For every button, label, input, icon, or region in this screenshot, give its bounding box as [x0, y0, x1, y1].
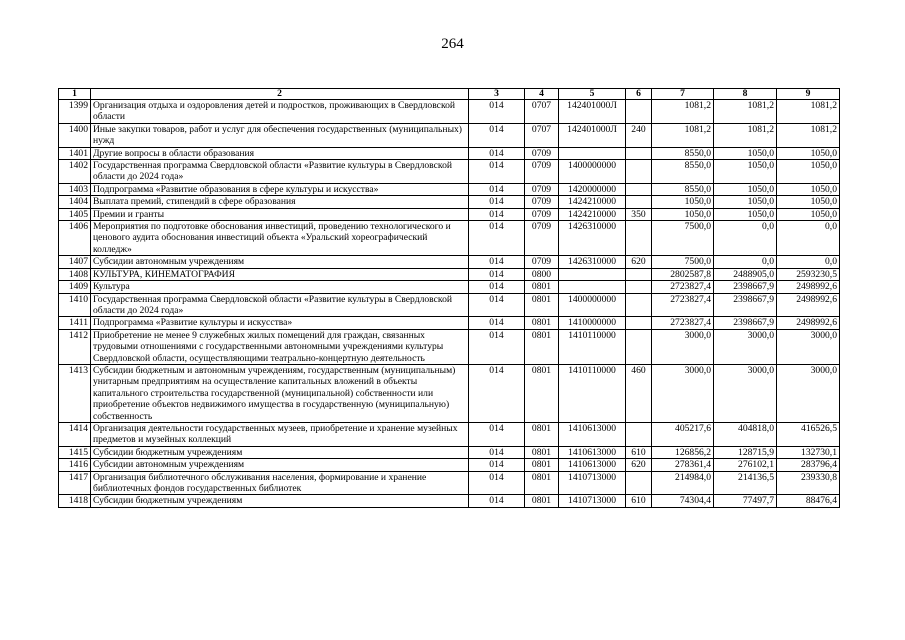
row-number-cell: 1418 [59, 495, 91, 507]
row-name-cell: Организация библиотечного обслуживания населения, формирование и хранение библиотечных фондов государственных библиотек [91, 471, 469, 495]
target-article-cell: 1410000000 [559, 317, 626, 329]
expense-type-cell [626, 317, 652, 329]
amount-cell-col8: 1081,2 [714, 123, 777, 147]
amount-cell-col8: 77497,7 [714, 495, 777, 507]
amount-cell-col8: 1050,0 [714, 208, 777, 220]
expense-type-cell [626, 329, 652, 364]
amount-cell-col9: 2498992,6 [777, 281, 840, 293]
row-number-cell: 1406 [59, 221, 91, 256]
admin-code-cell: 014 [469, 100, 525, 124]
row-name-cell: Другие вопросы в области образования [91, 147, 469, 159]
expense-type-cell: 620 [626, 256, 652, 268]
amount-cell-col7: 8550,0 [652, 147, 714, 159]
target-article-cell: 1420000000 [559, 183, 626, 195]
row-name-cell: Государственная программа Свердловской области «Развитие культуры в Свердловской области до 2024 года» [91, 293, 469, 317]
admin-code-cell: 014 [469, 183, 525, 195]
admin-code-cell: 014 [469, 221, 525, 256]
amount-cell-col9: 416526,5 [777, 422, 840, 446]
row-name-cell: Субсидии автономным учреждениям [91, 256, 469, 268]
target-article-cell: 142401000Л [559, 100, 626, 124]
column-header: 5 [559, 89, 626, 100]
row-number-cell: 1413 [59, 364, 91, 422]
amount-cell-col8: 2398667,9 [714, 317, 777, 329]
table-row [59, 293, 840, 317]
section-code-cell: 0801 [525, 293, 559, 317]
row-name-cell: Субсидии бюджетным учреждениям [91, 495, 469, 507]
row-name-cell: Культура [91, 281, 469, 293]
amount-cell-col9: 1050,0 [777, 208, 840, 220]
amount-cell-col9: 3000,0 [777, 364, 840, 422]
admin-code-cell: 014 [469, 147, 525, 159]
row-number-cell: 1412 [59, 329, 91, 364]
amount-cell-col8: 2488905,0 [714, 268, 777, 280]
table-row [59, 196, 840, 208]
expense-type-cell: 620 [626, 459, 652, 471]
row-name-cell: Подпрограмма «Развитие образования в сфере культуры и искусства» [91, 183, 469, 195]
amount-cell-col9: 283796,4 [777, 459, 840, 471]
row-name-cell: Государственная программа Свердловской области «Развитие культуры в Свердловской области до 2024 года» [91, 160, 469, 184]
target-article-cell [559, 268, 626, 280]
row-name-cell: Субсидии бюджетным учреждениям [91, 446, 469, 458]
column-header: 6 [626, 89, 652, 100]
expense-type-cell [626, 221, 652, 256]
section-code-cell: 0709 [525, 183, 559, 195]
amount-cell-col7: 2723827,4 [652, 317, 714, 329]
amount-cell-col8: 128715,9 [714, 446, 777, 458]
amount-cell-col8: 3000,0 [714, 329, 777, 364]
row-number-cell: 1416 [59, 459, 91, 471]
row-number-cell: 1399 [59, 100, 91, 124]
section-code-cell: 0709 [525, 196, 559, 208]
amount-cell-col7: 8550,0 [652, 183, 714, 195]
amount-cell-col7: 278361,4 [652, 459, 714, 471]
expense-type-cell [626, 281, 652, 293]
admin-code-cell: 014 [469, 196, 525, 208]
amount-cell-col7: 126856,2 [652, 446, 714, 458]
amount-cell-col9: 1050,0 [777, 147, 840, 159]
expense-type-cell [626, 196, 652, 208]
header-row [59, 89, 840, 100]
table-row [59, 459, 840, 471]
row-number-cell: 1402 [59, 160, 91, 184]
row-name-cell: Организация отдыха и оздоровления детей и подростков, проживающих в Свердловской области [91, 100, 469, 124]
target-article-cell: 1424210000 [559, 196, 626, 208]
target-article-cell: 1400000000 [559, 293, 626, 317]
target-article-cell: 1410613000 [559, 459, 626, 471]
section-code-cell: 0801 [525, 471, 559, 495]
amount-cell-col7: 214984,0 [652, 471, 714, 495]
amount-cell-col9: 239330,8 [777, 471, 840, 495]
amount-cell-col8: 0,0 [714, 256, 777, 268]
table-row [59, 422, 840, 446]
section-code-cell: 0709 [525, 256, 559, 268]
expense-type-cell: 350 [626, 208, 652, 220]
amount-cell-col9: 1050,0 [777, 160, 840, 184]
amount-cell-col8: 1050,0 [714, 196, 777, 208]
page-number: 264 [441, 36, 464, 52]
admin-code-cell: 014 [469, 160, 525, 184]
amount-cell-col9: 1050,0 [777, 183, 840, 195]
amount-cell-col7: 2802587,8 [652, 268, 714, 280]
amount-cell-col9: 2498992,6 [777, 317, 840, 329]
table-row [59, 317, 840, 329]
admin-code-cell: 014 [469, 471, 525, 495]
section-code-cell: 0801 [525, 495, 559, 507]
amount-cell-col8: 2398667,9 [714, 281, 777, 293]
amount-cell-col9: 0,0 [777, 256, 840, 268]
amount-cell-col7: 2723827,4 [652, 293, 714, 317]
amount-cell-col7: 7500,0 [652, 256, 714, 268]
expense-type-cell [626, 160, 652, 184]
amount-cell-col7: 1050,0 [652, 208, 714, 220]
table-row [59, 281, 840, 293]
section-code-cell: 0800 [525, 268, 559, 280]
amount-cell-col8: 1050,0 [714, 160, 777, 184]
admin-code-cell: 014 [469, 208, 525, 220]
expense-type-cell: 460 [626, 364, 652, 422]
table-row [59, 208, 840, 220]
section-code-cell: 0801 [525, 422, 559, 446]
row-number-cell: 1410 [59, 293, 91, 317]
row-name-cell: Субсидии автономным учреждениям [91, 459, 469, 471]
row-name-cell: Субсидии бюджетным и автономным учреждениям, государственным (муниципальным) унитарным предприятиям на осуществление капитальных вложений в объекты капитального строительства государственной (муниципальной) собственности или приобретение объектов недвижимого имущества в государственную (муниципальную) собственность [91, 364, 469, 422]
table-row [59, 221, 840, 256]
table-row [59, 495, 840, 507]
amount-cell-col7: 405217,6 [652, 422, 714, 446]
amount-cell-col8: 1081,2 [714, 100, 777, 124]
target-article-cell: 1410110000 [559, 364, 626, 422]
column-header: 9 [777, 89, 840, 100]
target-article-cell: 142401000Л [559, 123, 626, 147]
target-article-cell: 1400000000 [559, 160, 626, 184]
target-article-cell [559, 147, 626, 159]
row-number-cell: 1417 [59, 471, 91, 495]
table-row [59, 100, 840, 124]
row-number-cell: 1415 [59, 446, 91, 458]
admin-code-cell: 014 [469, 446, 525, 458]
amount-cell-col7: 74304,4 [652, 495, 714, 507]
row-number-cell: 1404 [59, 196, 91, 208]
row-name-cell: Организация деятельности государственных музеев, приобретение и хранение музейных предметов и музейных коллекций [91, 422, 469, 446]
admin-code-cell: 014 [469, 495, 525, 507]
table-row [59, 268, 840, 280]
section-code-cell: 0801 [525, 317, 559, 329]
section-code-cell: 0709 [525, 208, 559, 220]
budget-table [58, 88, 840, 508]
amount-cell-col7: 7500,0 [652, 221, 714, 256]
row-name-cell: КУЛЬТУРА, КИНЕМАТОГРАФИЯ [91, 268, 469, 280]
admin-code-cell: 014 [469, 268, 525, 280]
amount-cell-col8: 276102,1 [714, 459, 777, 471]
section-code-cell: 0801 [525, 329, 559, 364]
admin-code-cell: 014 [469, 256, 525, 268]
admin-code-cell: 014 [469, 422, 525, 446]
admin-code-cell: 014 [469, 293, 525, 317]
row-name-cell: Приобретение не менее 9 служебных жилых помещений для граждан, связанных трудовыми отношениями с государственными автономными учреждениями культуры Свердловской области, осуществляющими театрально-концертную деятельность [91, 329, 469, 364]
expense-type-cell [626, 100, 652, 124]
admin-code-cell: 014 [469, 317, 525, 329]
expense-type-cell [626, 422, 652, 446]
column-header: 7 [652, 89, 714, 100]
expense-type-cell: 610 [626, 446, 652, 458]
amount-cell-col9: 132730,1 [777, 446, 840, 458]
amount-cell-col9: 1081,2 [777, 100, 840, 124]
expense-type-cell [626, 268, 652, 280]
column-header: 4 [525, 89, 559, 100]
table-row [59, 123, 840, 147]
section-code-cell: 0707 [525, 100, 559, 124]
section-code-cell: 0709 [525, 147, 559, 159]
row-number-cell: 1400 [59, 123, 91, 147]
section-code-cell: 0801 [525, 446, 559, 458]
amount-cell-col9: 1050,0 [777, 196, 840, 208]
expense-type-cell [626, 183, 652, 195]
target-article-cell: 1410713000 [559, 495, 626, 507]
row-name-cell: Иные закупки товаров, работ и услуг для обеспечения государственных (муниципальных) нужд [91, 123, 469, 147]
amount-cell-col8: 0,0 [714, 221, 777, 256]
table-row [59, 183, 840, 195]
section-code-cell: 0709 [525, 160, 559, 184]
target-article-cell: 1426310000 [559, 221, 626, 256]
row-number-cell: 1409 [59, 281, 91, 293]
row-number-cell: 1408 [59, 268, 91, 280]
amount-cell-col8: 3000,0 [714, 364, 777, 422]
amount-cell-col9: 3000,0 [777, 329, 840, 364]
amount-cell-col9: 88476,4 [777, 495, 840, 507]
admin-code-cell: 014 [469, 329, 525, 364]
row-name-cell: Выплата премий, стипендий в сфере образования [91, 196, 469, 208]
section-code-cell: 0707 [525, 123, 559, 147]
amount-cell-col8: 1050,0 [714, 183, 777, 195]
row-number-cell: 1403 [59, 183, 91, 195]
target-article-cell: 1426310000 [559, 256, 626, 268]
amount-cell-col8: 2398667,9 [714, 293, 777, 317]
row-number-cell: 1405 [59, 208, 91, 220]
column-header: 3 [469, 89, 525, 100]
admin-code-cell: 014 [469, 281, 525, 293]
table-row [59, 471, 840, 495]
amount-cell-col7: 3000,0 [652, 329, 714, 364]
column-header: 1 [59, 89, 91, 100]
table-row [59, 160, 840, 184]
admin-code-cell: 014 [469, 123, 525, 147]
row-name-cell: Мероприятия по подготовке обоснования инвестиций, проведению технологического и ценового аудита обоснования инвестиций объекта «Уральский хореографический колледж» [91, 221, 469, 256]
target-article-cell: 1410110000 [559, 329, 626, 364]
row-number-cell: 1411 [59, 317, 91, 329]
target-article-cell: 1424210000 [559, 208, 626, 220]
amount-cell-col9: 2593230,5 [777, 268, 840, 280]
table-row [59, 329, 840, 364]
amount-cell-col8: 1050,0 [714, 147, 777, 159]
expense-type-cell: 240 [626, 123, 652, 147]
amount-cell-col7: 3000,0 [652, 364, 714, 422]
table-body [59, 100, 840, 508]
amount-cell-col8: 214136,5 [714, 471, 777, 495]
expense-type-cell [626, 293, 652, 317]
amount-cell-col7: 2723827,4 [652, 281, 714, 293]
column-header: 8 [714, 89, 777, 100]
table-header [59, 89, 840, 100]
row-number-cell: 1407 [59, 256, 91, 268]
table-row [59, 256, 840, 268]
section-code-cell: 0801 [525, 281, 559, 293]
table-row [59, 147, 840, 159]
section-code-cell: 0709 [525, 221, 559, 256]
amount-cell-col7: 1050,0 [652, 196, 714, 208]
expense-type-cell [626, 147, 652, 159]
target-article-cell: 1410713000 [559, 471, 626, 495]
amount-cell-col9: 1081,2 [777, 123, 840, 147]
target-article-cell [559, 281, 626, 293]
admin-code-cell: 014 [469, 459, 525, 471]
table-row [59, 364, 840, 422]
amount-cell-col7: 1081,2 [652, 123, 714, 147]
amount-cell-col9: 2498992,6 [777, 293, 840, 317]
amount-cell-col7: 1081,2 [652, 100, 714, 124]
expense-type-cell: 610 [626, 495, 652, 507]
section-code-cell: 0801 [525, 364, 559, 422]
amount-cell-col7: 8550,0 [652, 160, 714, 184]
table-row [59, 446, 840, 458]
section-code-cell: 0801 [525, 459, 559, 471]
column-header: 2 [91, 89, 469, 100]
target-article-cell: 1410613000 [559, 422, 626, 446]
row-name-cell: Подпрограмма «Развитие культуры и искусства» [91, 317, 469, 329]
expense-type-cell [626, 471, 652, 495]
row-number-cell: 1401 [59, 147, 91, 159]
row-name-cell: Премии и гранты [91, 208, 469, 220]
amount-cell-col8: 404818,0 [714, 422, 777, 446]
row-number-cell: 1414 [59, 422, 91, 446]
admin-code-cell: 014 [469, 364, 525, 422]
target-article-cell: 1410613000 [559, 446, 626, 458]
amount-cell-col9: 0,0 [777, 221, 840, 256]
